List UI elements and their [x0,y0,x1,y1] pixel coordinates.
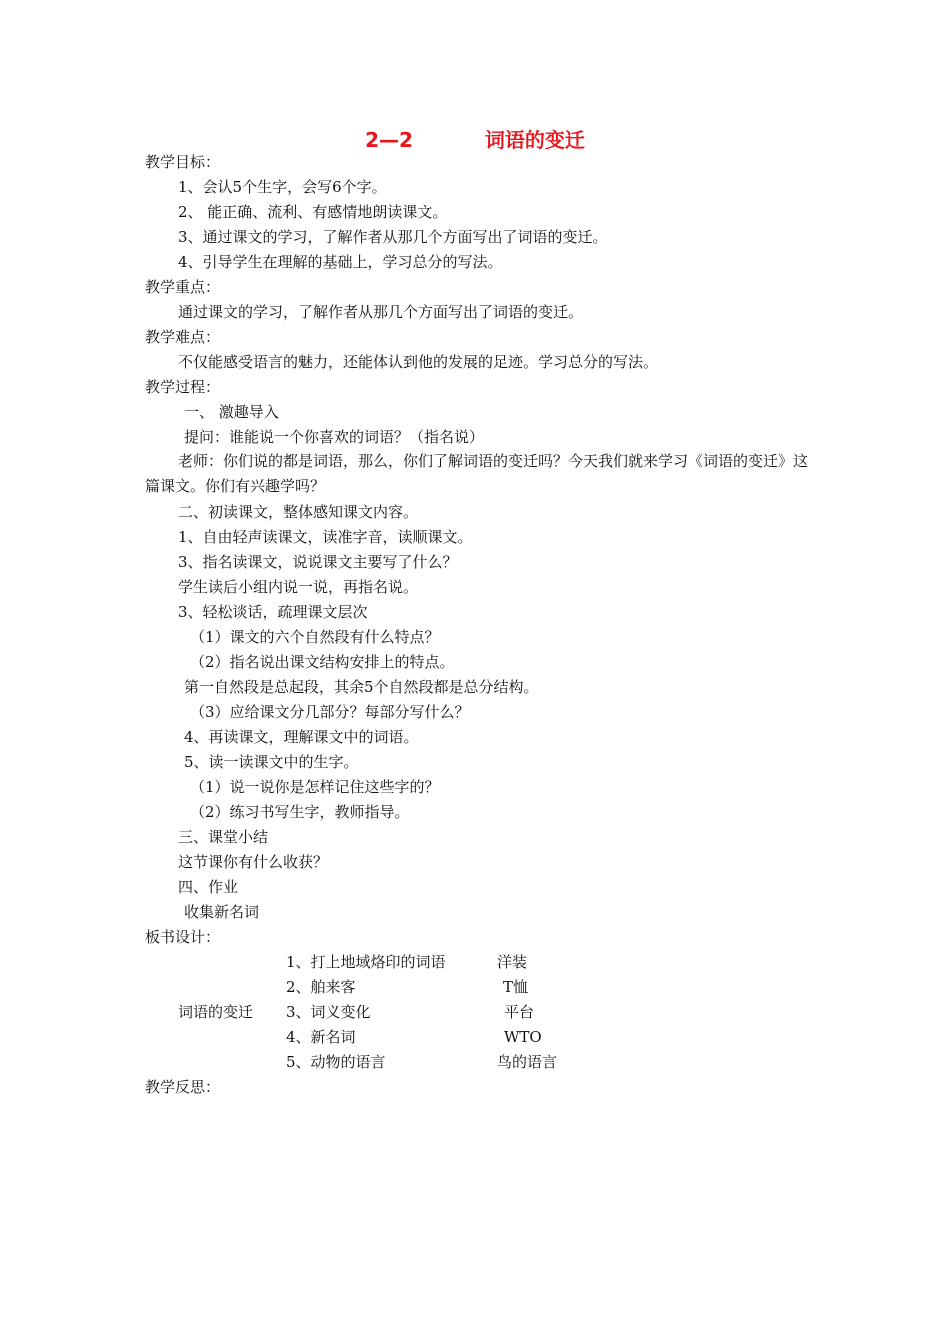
process-line: （1）课文的六个自然段有什么特点？ [190,628,440,646]
board-item: 2、舶来客 [286,978,356,996]
board-item-example: 洋装 [497,953,528,971]
process-line: （3）应给课文分几部分？每部分写什么？ [190,703,470,721]
process-heading: 教学过程： [145,378,221,396]
process-line: 3、轻松谈话，疏理课文层次 [178,603,368,621]
goal-item: 2、 能正确、流利、有感情地朗读课文。 [178,203,448,221]
process-line: 提问：谁能说一个你喜欢的词语？（指名说） [184,428,485,446]
process-line: （1）说一说你是怎样记住这些字的？ [190,778,440,796]
title-number: 2—2 [365,128,413,152]
board-item: 1、打上地域烙印的词语 [286,953,446,971]
process-line: 学生读后小组内说一说，再指名说。 [178,578,419,596]
process-line: （2）指名说出课文结构安排上的特点。 [190,653,455,671]
reflection-heading: 教学反思： [145,1078,221,1096]
board-item: 3、词义变化 [286,1003,371,1021]
document-title [0,124,950,153]
board-item-example: WTO [504,1028,542,1046]
board-item-example: 鸟的语言 [497,1053,558,1071]
process-line: 三、课堂小结 [178,828,269,846]
process-line: 这节课你有什么收获？ [178,853,329,871]
process-line: 1、自由轻声读课文，读准字音，读顺课文。 [178,528,473,546]
title-text: 词语的变迁 [484,128,585,152]
goal-item: 4、引导学生在理解的基础上，学习总分的写法。 [178,253,503,271]
process-line: 第一自然段是总起段，其余5个自然段都是总分结构。 [184,678,539,696]
board-heading: 板书设计： [145,928,221,946]
process-paragraph: 老师：你们说的都是词语，那么，你们了解词语的变迁吗？今天我们就来学习《词语的变迁》这篇课文。你们有兴趣学吗？ [145,452,809,495]
board-item-example: T恤 [503,978,529,996]
process-line: （2）练习书写生字，教师指导。 [190,803,410,821]
board-item: 4、新名词 [286,1028,356,1046]
board-item-example: 平台 [504,1003,535,1021]
process-line: 二、初读课文，整体感知课文内容。 [178,503,419,521]
difficult-text: 不仅能感受语言的魅力，还能体认到他的发展的足迹。学习总分的写法。 [178,353,659,371]
process-line: 收集新名词 [184,903,260,921]
key-heading: 教学重点： [145,278,221,296]
goals-heading: 教学目标： [145,153,221,171]
process-line: 四、作业 [178,878,239,896]
difficult-heading: 教学难点： [145,328,221,346]
process-line: 4、再读课文，理解课文中的词语。 [184,728,419,746]
board-item: 5、动物的语言 [286,1053,386,1071]
process-line: 3、指名读课文，说说课文主要写了什么？ [178,553,458,571]
key-text: 通过课文的学习，了解作者从那几个方面写出了词语的变迁。 [178,303,584,321]
process-line: 5、读一读课文中的生字。 [184,753,359,771]
process-line: 一、 激趣导入 [184,403,279,421]
goal-item: 3、通过课文的学习，了解作者从那几个方面写出了词语的变迁。 [178,228,608,246]
board-center: 词语的变迁 [178,1003,254,1021]
goal-item: 1、会认5个生字，会写6个字。 [178,178,387,196]
